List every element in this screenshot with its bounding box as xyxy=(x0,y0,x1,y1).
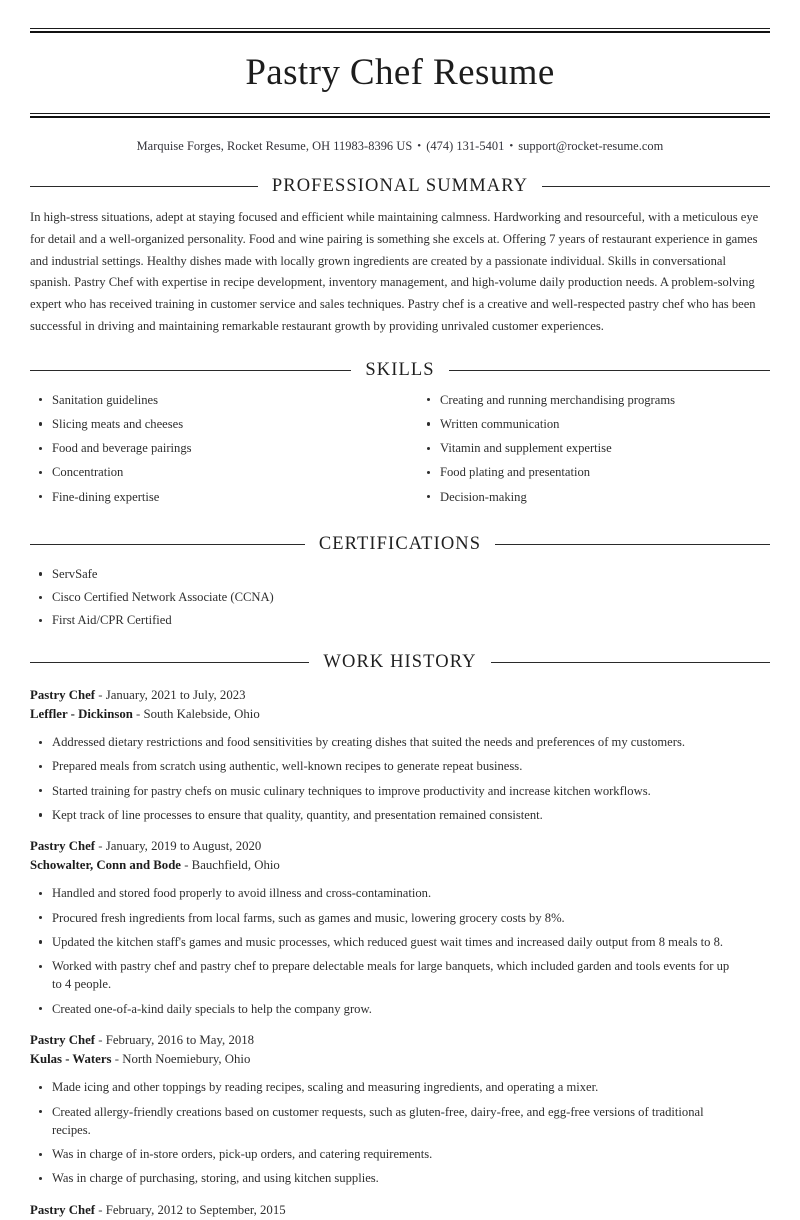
job-bullets xyxy=(30,1078,770,1187)
list-item: Food plating and presentation xyxy=(418,463,770,481)
list-item: Written communication xyxy=(418,415,770,433)
list-item: Updated the kitchen staff's games and music processes, which reduced guest wait times and increased daily output from 8 meals to 8. xyxy=(30,933,770,951)
job-location: Bauchfield, Ohio xyxy=(191,858,280,873)
skills-list-left xyxy=(30,391,400,506)
contact-separator-1: • xyxy=(417,140,422,152)
job-separator: - xyxy=(98,1032,103,1047)
resume-page xyxy=(0,28,800,1217)
job-role-line xyxy=(30,1031,770,1050)
job-separator: - xyxy=(114,1052,119,1067)
job-dates: January, 2021 to July, 2023 xyxy=(105,687,246,702)
job-role-line xyxy=(30,837,770,856)
list-item: Created allergy-friendly creations based on customer requests, such as gluten-free, dairy-free, and egg-free versions of traditional recipes. xyxy=(30,1103,770,1140)
list-item: Vitamin and supplement expertise xyxy=(418,439,770,457)
professional-summary-text: In high-stress situations, adept at staying focused and efficient while maintaining calmness. Hardworking and resourceful, with a meticulous eye for detail and a well-organized personality. Food and wine pairing is something she excels at. Offering 7 years of restaurant experience in games and industrial settings. Healthy dishes made with locally grown ingredients are created by a passionate individual. Skills in conversational spanish. Pastry Chef with expertise in recipe development, inventory management, and high-volume daily production needs. A problem-solving expert who has received training in customer service and sales techniques. Pastry chef is a creative and well-respected pastry chef who has been successful in driving and maintaining remarkable restaurant growth by providing unrivaled customer experiences. xyxy=(30,210,759,333)
list-item: Procured fresh ingredients from local farms, such as games and music, lowering grocery costs by 8%. xyxy=(30,909,770,927)
contact-line xyxy=(30,118,770,154)
work-history-entry xyxy=(30,686,770,824)
list-item: Created one-of-a-kind daily specials to help the company grow. xyxy=(30,1000,770,1018)
list-item: First Aid/CPR Certified xyxy=(30,611,770,629)
job-separator: - xyxy=(98,1202,103,1217)
job-role: Pastry Chef xyxy=(30,839,96,854)
list-item: Handled and stored food properly to avoid illness and cross-contamination. xyxy=(30,884,770,902)
list-item: ServSafe xyxy=(30,565,770,583)
section-rule-left xyxy=(30,544,305,545)
list-item: Decision-making xyxy=(418,488,770,506)
section-header-work-history xyxy=(30,652,770,673)
skills-grid xyxy=(30,391,770,512)
contact-email: support@rocket-resume.com xyxy=(518,139,664,153)
certifications-block xyxy=(30,565,770,630)
list-item: Was in charge of in-store orders, pick-up orders, and catering requirements. xyxy=(30,1145,770,1163)
job-dates: February, 2016 to May, 2018 xyxy=(105,1032,255,1047)
skills-list-right xyxy=(418,391,770,506)
list-item: Kept track of line processes to ensure that quality, quantity, and presentation remained consistent. xyxy=(30,806,770,824)
job-separator: - xyxy=(184,858,189,873)
job-dates: February, 2012 to September, 2015 xyxy=(105,1202,286,1217)
job-company-line xyxy=(30,856,770,875)
job-role-line xyxy=(30,1201,770,1220)
job-separator: - xyxy=(98,839,103,854)
job-bullets xyxy=(30,733,770,824)
section-rule-left xyxy=(30,662,309,663)
list-item: Creating and running merchandising programs xyxy=(418,391,770,409)
list-item: Fine-dining expertise xyxy=(30,488,400,506)
job-company-line xyxy=(30,1050,770,1069)
skills-column-right xyxy=(400,391,770,512)
list-item: Concentration xyxy=(30,463,400,481)
list-item: Cisco Certified Network Associate (CCNA) xyxy=(30,588,770,606)
work-history-entry xyxy=(30,1031,770,1188)
job-role-line xyxy=(30,686,770,705)
work-history-entry xyxy=(30,1201,770,1220)
section-rule-left xyxy=(30,370,351,371)
job-company: Kulas - Waters xyxy=(30,1052,112,1067)
job-location: North Noemiebury, Ohio xyxy=(122,1052,251,1067)
section-title-certifications: CERTIFICATIONS xyxy=(318,533,482,554)
contact-separator-2: • xyxy=(509,140,514,152)
page-title: Pastry Chef Resume xyxy=(245,52,555,93)
section-rule-right xyxy=(491,662,770,663)
job-role: Pastry Chef xyxy=(30,687,96,702)
list-item: Was in charge of purchasing, storing, and using kitchen supplies. xyxy=(30,1169,770,1187)
list-item: Sanitation guidelines xyxy=(30,391,400,409)
job-role: Pastry Chef xyxy=(30,1202,96,1217)
list-item: Made icing and other toppings by reading recipes, scaling and measuring ingredients, and operating a mixer. xyxy=(30,1078,770,1096)
job-bullets xyxy=(30,884,770,1018)
job-separator: - xyxy=(136,706,141,721)
job-company-line xyxy=(30,705,770,724)
certifications-list xyxy=(30,565,770,630)
section-header-skills xyxy=(30,360,770,381)
job-role: Pastry Chef xyxy=(30,1032,96,1047)
list-item: Worked with pastry chef and pastry chef to prepare delectable meals for large banquets, which included garden and tools events for up to 4 people. xyxy=(30,957,770,994)
section-title-work-history: WORK HISTORY xyxy=(323,651,477,672)
contact-phone: (474) 131-5401 xyxy=(426,139,505,153)
section-header-certifications xyxy=(30,534,770,555)
section-rule-right xyxy=(449,370,770,371)
section-title-professional-summary: PROFESSIONAL SUMMARY xyxy=(271,176,529,196)
list-item: Addressed dietary restrictions and food sensitivities by creating dishes that suited the needs and preferences of my customers. xyxy=(30,733,770,751)
list-item: Prepared meals from scratch using authentic, well-known recipes to generate repeat business. xyxy=(30,757,770,775)
job-dates: January, 2019 to August, 2020 xyxy=(105,839,262,854)
section-title-skills: SKILLS xyxy=(365,359,435,380)
work-history-entry xyxy=(30,837,770,1018)
job-separator: - xyxy=(98,687,103,702)
list-item: Started training for pastry chefs on music culinary techniques to improve productivity and increase kitchen workflows. xyxy=(30,782,770,800)
list-item: Food and beverage pairings xyxy=(30,439,400,457)
section-rule-left xyxy=(30,186,258,187)
list-item: Slicing meats and cheeses xyxy=(30,415,400,433)
section-rule-right xyxy=(495,544,770,545)
section-header-professional-summary xyxy=(30,176,770,197)
job-company: Schowalter, Conn and Bode xyxy=(30,858,181,873)
skills-column-left xyxy=(30,391,400,512)
contact-address: Marquise Forges, Rocket Resume, OH 11983-8396 US xyxy=(136,139,413,153)
section-rule-right xyxy=(542,186,770,187)
job-company: Leffler - Dickinson xyxy=(30,706,133,721)
job-location: South Kalebside, Ohio xyxy=(143,706,260,721)
